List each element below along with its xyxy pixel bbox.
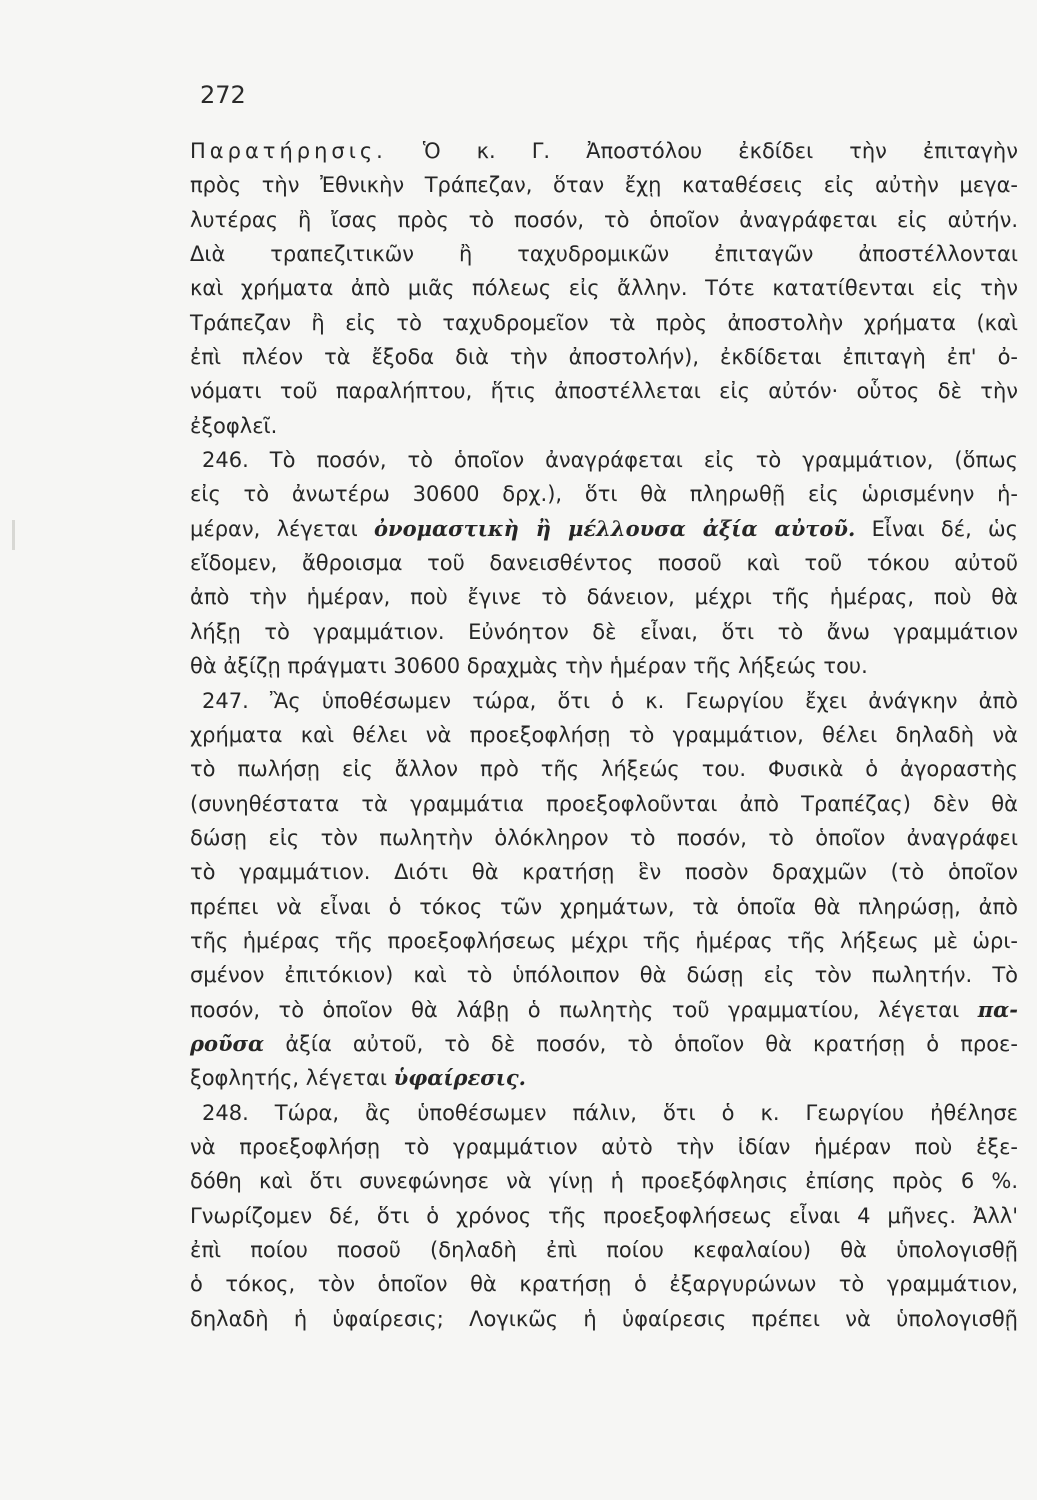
term-discount: ὑφαίρεσις. bbox=[393, 1065, 526, 1091]
observation-line-1 bbox=[190, 134, 1018, 168]
p246-line-1: 246. Τὸ ποσόν, τὸ ὁποῖον ἀναγράφεται εἰς τὸ γραμμάτιον, (ὅπως bbox=[202, 448, 1018, 473]
p247-line-12-pre: ξοφλητής, λέγεται bbox=[190, 1066, 387, 1091]
body-text bbox=[190, 134, 1018, 1336]
p246-line-5: ἀπὸ τὴν ἡμέραν, ποὺ ἔγινε τὸ δάνειον, μέχρι τῆς ἡμέρας, ποὺ θὰ bbox=[190, 585, 1018, 610]
term-present-value-part-2: ροῦσα bbox=[190, 1030, 265, 1056]
term-present-value-part-1: πα- bbox=[977, 996, 1018, 1022]
p246-line-3 bbox=[190, 512, 1018, 546]
p247-line-10-pre: ποσόν, τὸ ὁποῖον θὰ λάβῃ ὁ πωλητὴς τοῦ γραμματίου, λέγεται bbox=[190, 997, 960, 1022]
p246-line-3-post: Εἶναι δέ, ὡς bbox=[871, 516, 1018, 541]
observation-line-9: ἐξοφλεῖ. bbox=[190, 413, 278, 438]
p248-line-1: 248. Τώρα, ἂς ὑποθέσωμεν πάλιν, ὅτι ὁ κ. Γεωργίου ἠθέλησε bbox=[202, 1100, 1018, 1125]
p248-line-6: ὁ τόκος, τὸν ὁποῖον θὰ κρατήσῃ ὁ ἐξαργυρώνων τὸ γραμμάτιον, bbox=[190, 1272, 1018, 1297]
p247-line-6: τὸ γραμμάτιον. Διότι θὰ κρατήσῃ ἓν ποσὸν δραχμῶν (τὸ ὁποῖον bbox=[190, 860, 1018, 885]
p248-line-3: δόθη καὶ ὅτι συνεφώνησε νὰ γίνῃ ἡ προεξόφλησις ἐπίσης πρὸς 6 %. bbox=[190, 1169, 1018, 1194]
p247-line-9: σμένον ἐπιτόκιον) καὶ τὸ ὑπόλοιπον θὰ δώσῃ εἰς τὸν πωλητήν. Τὸ bbox=[190, 963, 1018, 988]
p248-line-7: δηλαδὴ ἡ ὑφαίρεσις; Λογικῶς ἡ ὑφαίρεσις πρέπει νὰ ὑπολογισθῇ bbox=[190, 1306, 1018, 1331]
p248-line-4: Γνωρίζομεν δέ, ὅτι ὁ χρόνος τῆς προεξοφλήσεως εἶναι 4 μῆνες. Ἀλλ' bbox=[190, 1203, 1018, 1228]
p247-line-1: 247. Ἂς ὑποθέσωμεν τώρα, ὅτι ὁ κ. Γεωργίου ἔχει ἀνάγκην ἀπὸ bbox=[202, 688, 1018, 713]
p246-line-7: θὰ ἀξίζῃ πράγματι 30600 δραχμὰς τὴν ἡμέραν τῆς λήξεώς του. bbox=[190, 654, 868, 679]
observation-label: Παρατήρησις. bbox=[190, 139, 387, 163]
p247-line-2: χρήματα καὶ θέλει νὰ προεξοφλήσῃ τὸ γραμμάτιον, θέλει δηλαδὴ νὰ bbox=[190, 722, 1018, 747]
observation-line-7: ἐπὶ πλέον τὰ ἔξοδα διὰ τὴν ἀποστολήν), ἐκδίδεται ἐπιταγὴ ἐπ' ὀ- bbox=[190, 345, 1018, 370]
term-nominal-value: ὀνομαστικὴ ἢ μέλλουσα ἀξία αὐτοῦ. bbox=[374, 515, 856, 541]
p246-line-3-pre: μέραν, λέγεται bbox=[190, 516, 358, 541]
p246-line-6: λήξῃ τὸ γραμμάτιον. Εὐνόητον δὲ εἶναι, ὅτι τὸ ἄνω γραμμάτιον bbox=[190, 619, 1018, 644]
observation-line-5: καὶ χρήματα ἀπὸ μιᾶς πόλεως εἰς ἄλλην. Τότε κατατίθενται εἰς τὴν bbox=[190, 276, 1018, 301]
p247-line-7: πρέπει νὰ εἶναι ὁ τόκος τῶν χρημάτων, τὰ ὁποῖα θὰ πληρώσῃ, ἀπὸ bbox=[190, 894, 1018, 919]
p247-line-5: δώσῃ εἰς τὸν πωλητὴν ὁλόκληρον τὸ ποσόν, τὸ ὁποῖον ἀναγράφει bbox=[190, 825, 1018, 850]
observation-line-3: λυτέρας ἢ ἴσας πρὸς τὸ ποσόν, τὸ ὁποῖον ἀναγράφεται εἰς αὐτήν. bbox=[190, 207, 1018, 232]
p247-line-4: (συνηθέστατα τὰ γραμμάτια προεξοφλοῦνται ἀπὸ Τραπέζας) δὲν θὰ bbox=[190, 791, 1018, 816]
p247-line-3: τὸ πωλήσῃ εἰς ἄλλον πρὸ τῆς λήξεώς του. Φυσικὰ ὁ ἀγοραστὴς bbox=[190, 757, 1018, 782]
observation-line-8: νόματι τοῦ παραλήπτου, ἥτις ἀποστέλλεται εἰς αὐτόν· οὗτος δὲ τὴν bbox=[190, 379, 1018, 404]
p247-line-12 bbox=[190, 1061, 1018, 1095]
observation-line-2: πρὸς τὴν Ἐθνικὴν Τράπεζαν, ὅταν ἔχῃ καταθέσεις εἰς αὐτὴν μεγα- bbox=[190, 173, 1018, 198]
observation-line-6: Τράπεζαν ἢ εἰς τὸ ταχυδρομεῖον τὰ πρὸς ἀποστολὴν χρήματα (καὶ bbox=[190, 310, 1018, 335]
p247-line-8: τῆς ἡμέρας τῆς προεξοφλήσεως μέχρι τῆς ἡμέρας τῆς λήξεως μὲ ὡρι- bbox=[190, 928, 1018, 953]
observation-line-1-text: Ὁ κ. Γ. Ἀποστόλου ἐκδίδει τὴν ἐπιταγὴν bbox=[422, 139, 1018, 163]
p248-line-5: ἐπὶ ποίου ποσοῦ (δηλαδὴ ἐπὶ ποίου κεφαλαίου) θὰ ὑπολογισθῇ bbox=[190, 1238, 1018, 1262]
p247-line-11-post: ἀξία αὐτοῦ, τὸ δὲ ποσόν, τὸ ὁποῖον θὰ κρατήσῃ ὁ προε- bbox=[285, 1031, 1018, 1056]
p246-line-4: εἴδομεν, ἄθροισμα τοῦ δανεισθέντος ποσοῦ καὶ τοῦ τόκου αὐτοῦ bbox=[190, 551, 1018, 576]
p246-line-2: εἰς τὸ ἀνωτέρω 30600 δρχ.), ὅτι θὰ πληρωθῇ εἰς ὡρισμένην ἡ- bbox=[190, 482, 1018, 507]
scan-edge-mark bbox=[12, 520, 15, 550]
observation-line-4: Διὰ τραπεζιτικῶν ἢ ταχυδρομικῶν ἐπιταγῶν ἀποστέλλονται bbox=[190, 242, 1018, 267]
p247-line-10 bbox=[190, 993, 1018, 1027]
p248-line-2: νὰ προεξοφλήσῃ τὸ γραμμάτιον αὐτὸ τὴν ἰδίαν ἡμέραν ποὺ ἐξε- bbox=[190, 1134, 1018, 1159]
page-number: 272 bbox=[200, 81, 246, 109]
p247-line-11 bbox=[190, 1027, 1018, 1061]
